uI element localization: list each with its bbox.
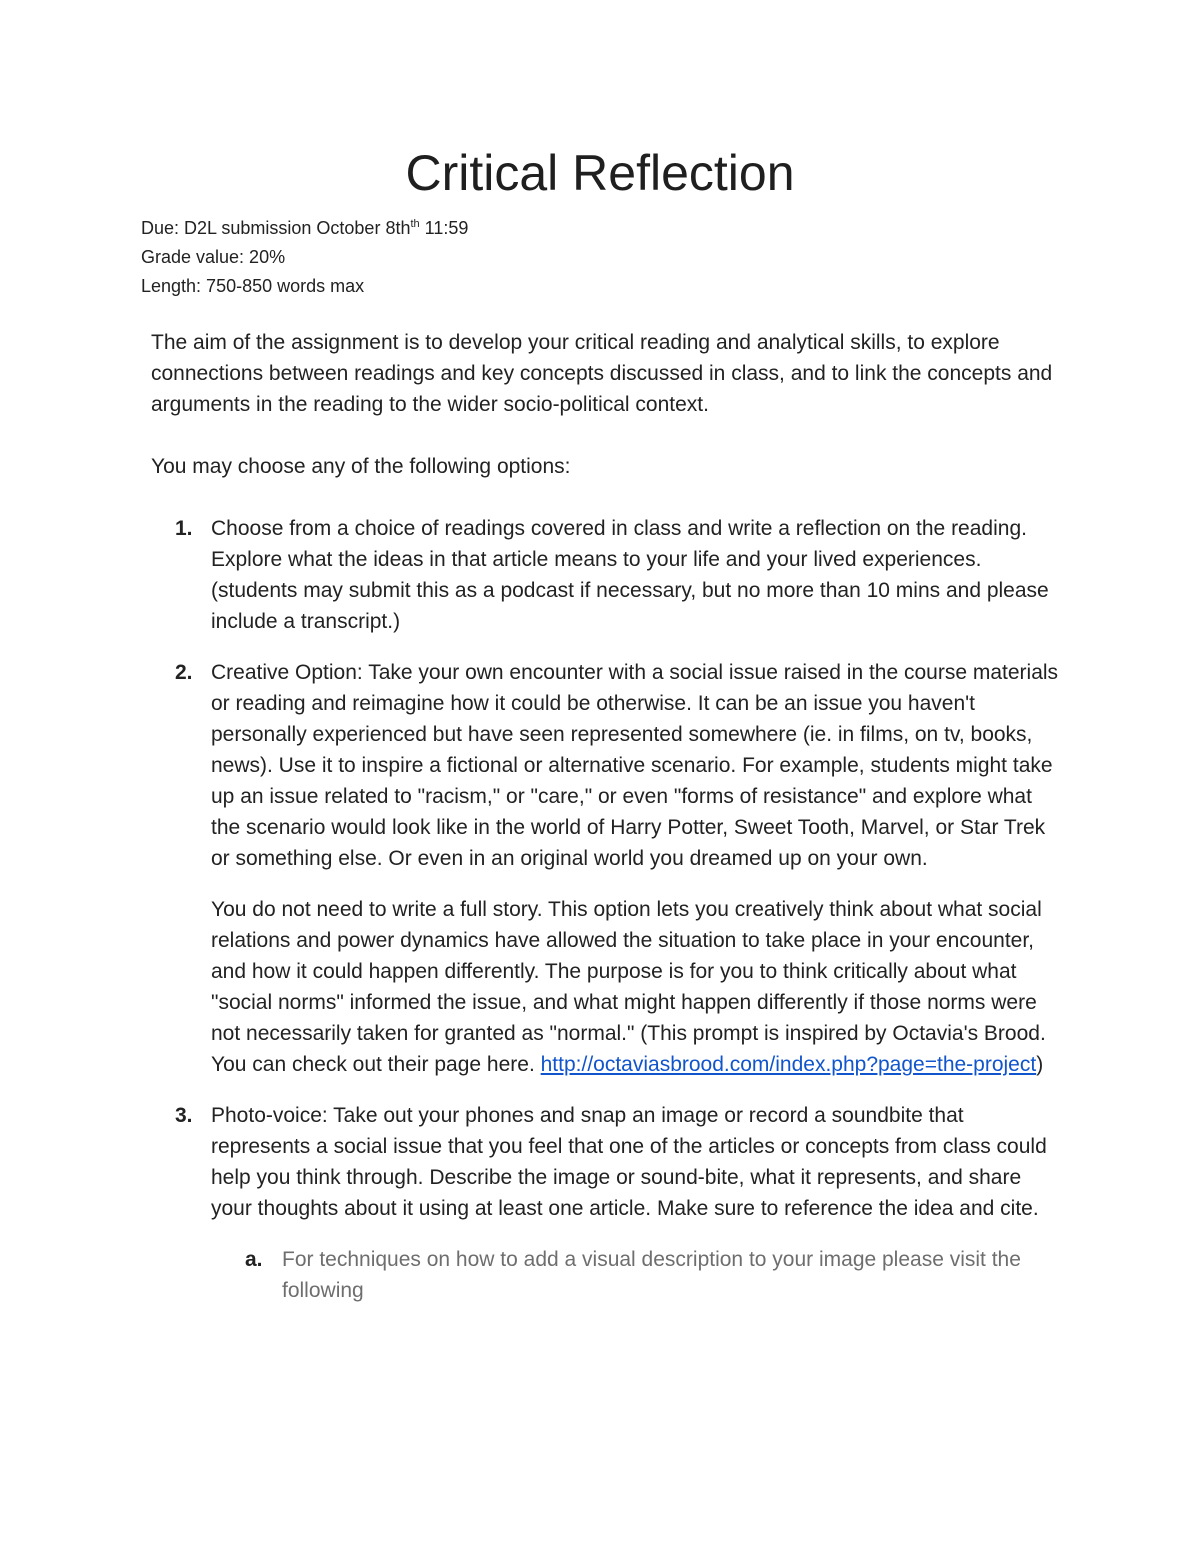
length-line: Length: 750-850 words max: [141, 276, 365, 296]
option-2-details: [211, 894, 1061, 1080]
option-2-details-text: You do not need to write a full story. This option lets you creatively think about what social relations and power dynamics have allowed the situation to take place in your encounter, and how it could happen differently. The purpose is for you to think critically about what "social norms" informed the issue, and what might happen differently if those norms were not necessarily taken for granted as "normal." (This prompt is inspired by Octavia's Brood. You can check out their page here.: [211, 898, 1046, 1076]
due-superscript: th: [410, 218, 420, 230]
sub-item-letter: a.: [245, 1248, 263, 1271]
option-text: Photo-voice: Take out your phones and snap an image or record a soundbite that represents a social issue that you feel that one of the articles or concepts from class could help you think through. Describe the image or sound-bite, what it represents, and share your thoughts about it using at least one article. Make sure to reference the idea and cite.: [211, 1104, 1047, 1220]
grade-line: Grade value: 20%: [141, 247, 286, 267]
option-item-1: [151, 513, 1071, 637]
sub-list: [211, 1244, 1071, 1306]
option-text: Choose from a choice of readings covered in class and write a reflection on the reading. Explore what the ideas in that article means to your life and your lived experiences. (students may submit this as a podcast if necessary, but no more than 10 mins and please include a transcript.): [211, 517, 1049, 633]
intro-paragraph: The aim of the assignment is to develop your critical reading and analytical skills, to explore connections between readings and key concepts discussed in class, and to link the concepts and arguments in the reading to the wider socio-political context.: [151, 331, 1053, 416]
due-time: 11:59: [419, 218, 469, 238]
octavias-brood-link[interactable]: http://octaviasbrood.com/index.php?page=the-project: [540, 1053, 1037, 1076]
due-text: Due: D2L submission October 8th: [141, 218, 411, 238]
option-item-3: [151, 1100, 1071, 1306]
option-text: Creative Option: Take your own encounter with a social issue raised in the course materials or reading and reimagine how it could be otherwise. It can be an issue you haven't personally experienced but have seen represented somewhere (ie. in films, on tv, books, news). Use it to inspire a fictional or alternative scenario. For example, students might take up an issue related to "racism," or "care," or even "forms of resistance" and explore what the scenario would look like in the world of Harry Potter, Sweet Tooth, Marvel, or Star Trek or something else. Or even in an original world you dreamed up on your own.: [211, 661, 1059, 870]
document-body: [151, 327, 1071, 1326]
sub-item-a: [211, 1244, 1071, 1306]
assignment-meta: [141, 214, 468, 301]
option-number: 1.: [175, 517, 193, 540]
option-number: 3.: [175, 1104, 193, 1127]
option-number: 2.: [175, 661, 193, 684]
sub-item-text: For techniques on how to add a visual description to your image please visit the following: [282, 1248, 1021, 1302]
options-intro: You may choose any of the following options:: [151, 455, 571, 478]
due-line: [141, 214, 468, 243]
document-title: Critical Reflection: [405, 145, 795, 201]
closing-paren: ): [1036, 1053, 1044, 1076]
options-list: [151, 513, 1071, 1306]
option-item-2: [151, 657, 1071, 1080]
